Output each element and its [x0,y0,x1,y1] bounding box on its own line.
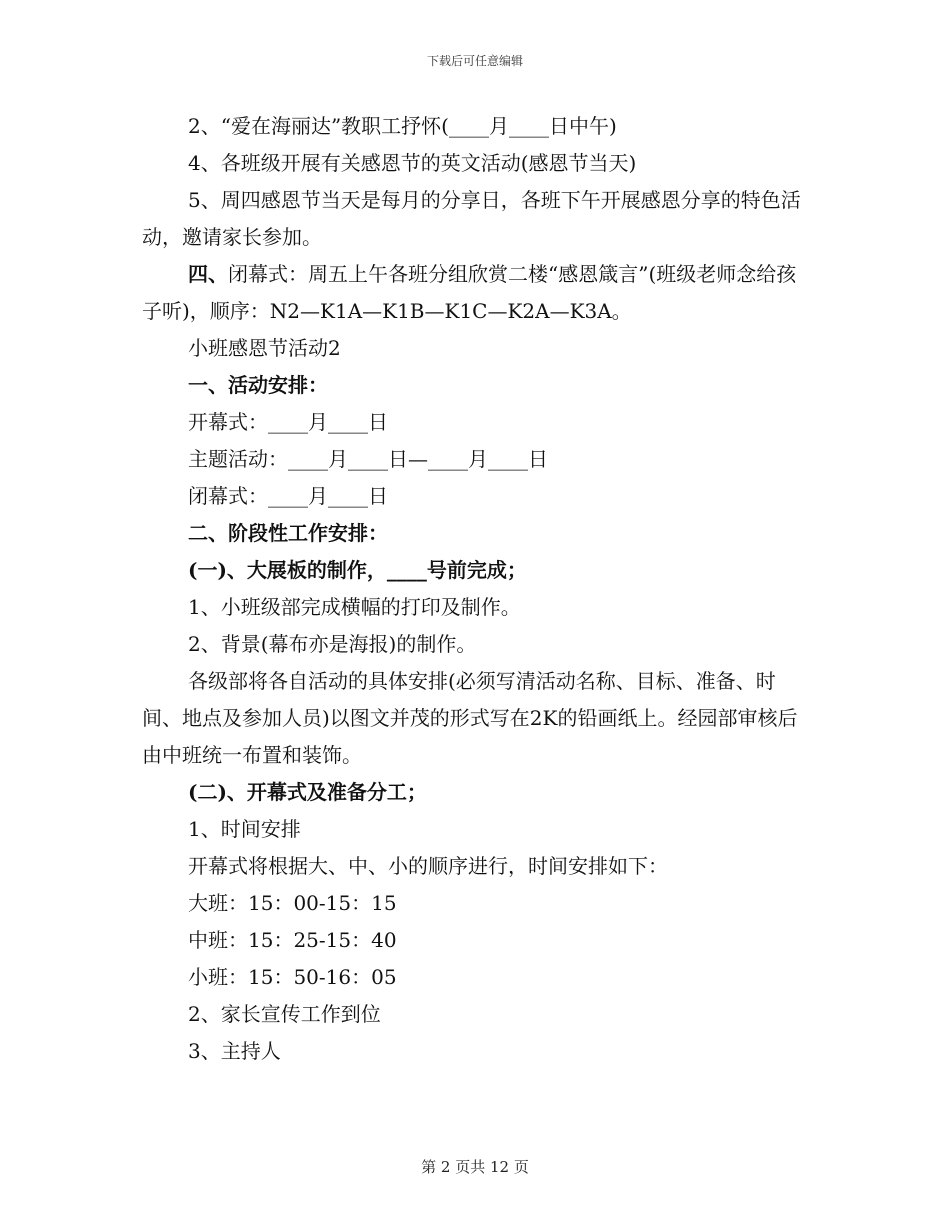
list-item-parents: 2、家长宣传工作到位 [188,1002,381,1026]
section-number: 四、 [188,262,228,286]
section-title: 小班感恩节活动2 [188,336,341,360]
paragraph-4: 4、各班级开展有关感恩节的英文活动(感恩节当天) [188,151,637,175]
schedule-middle-class: 中班：15：25-15：40 [188,928,397,952]
list-item-time: 1、时间安排 [188,817,301,841]
paragraph-5: 5、周四感恩节当天是每月的分享日，各班下午开展感恩分享的特色活动，邀请家长参加。 [142,188,801,249]
closing-date: 闭幕式：____月____日 [188,484,388,508]
schedule-big-class: 大班：15：00-15：15 [188,891,397,915]
subheading-opening: (二)、开幕式及准备分工； [188,780,427,804]
arrangement-paragraph: 各级部将各自活动的具体安排(必须写清活动名称、目标、准备、时间、地点及参加人员)以图文并茂的形式写在2K的铅画纸上。经园部审核后由中班统一布置和装饰。 [142,669,798,767]
heading-stage-work: 二、阶段性工作安排： [188,521,388,545]
list-item-banner: 1、小班级部完成横幅的打印及制作。 [188,595,521,619]
document-body [142,108,810,1070]
subheading-board: (一)、大展板的制作，____号前完成； [188,558,527,582]
paragraph-2: 2、“爱在海丽达”教职工抒怀(____月____日中午) [188,114,617,138]
page-footer: 第 2 页共 12 页 [421,1158,529,1176]
theme-activity-date: 主题活动：____月____日—____月____日 [188,447,548,471]
closing-ceremony-paragraph [142,256,810,330]
opening-date: 开幕式：____月____日 [188,410,388,434]
page-header: 下载后可任意编辑 [426,54,523,68]
heading-activity-arrangement: 一、活动安排： [188,373,328,397]
schedule-small-class: 小班：15：50-16：05 [188,965,397,989]
opening-order-text: 开幕式将根据大、中、小的顺序进行，时间安排如下： [188,854,668,878]
list-item-background: 2、背景(幕布亦是海报)的制作。 [188,632,477,656]
list-item-host: 3、主持人 [188,1039,281,1063]
closing-ceremony-text: 闭幕式：周五上午各班分组欣赏二楼“感恩箴言”(班级老师念给孩子听)，顺序：N2—K1A—K1B—K1C—K2A—K3A。 [142,262,797,323]
